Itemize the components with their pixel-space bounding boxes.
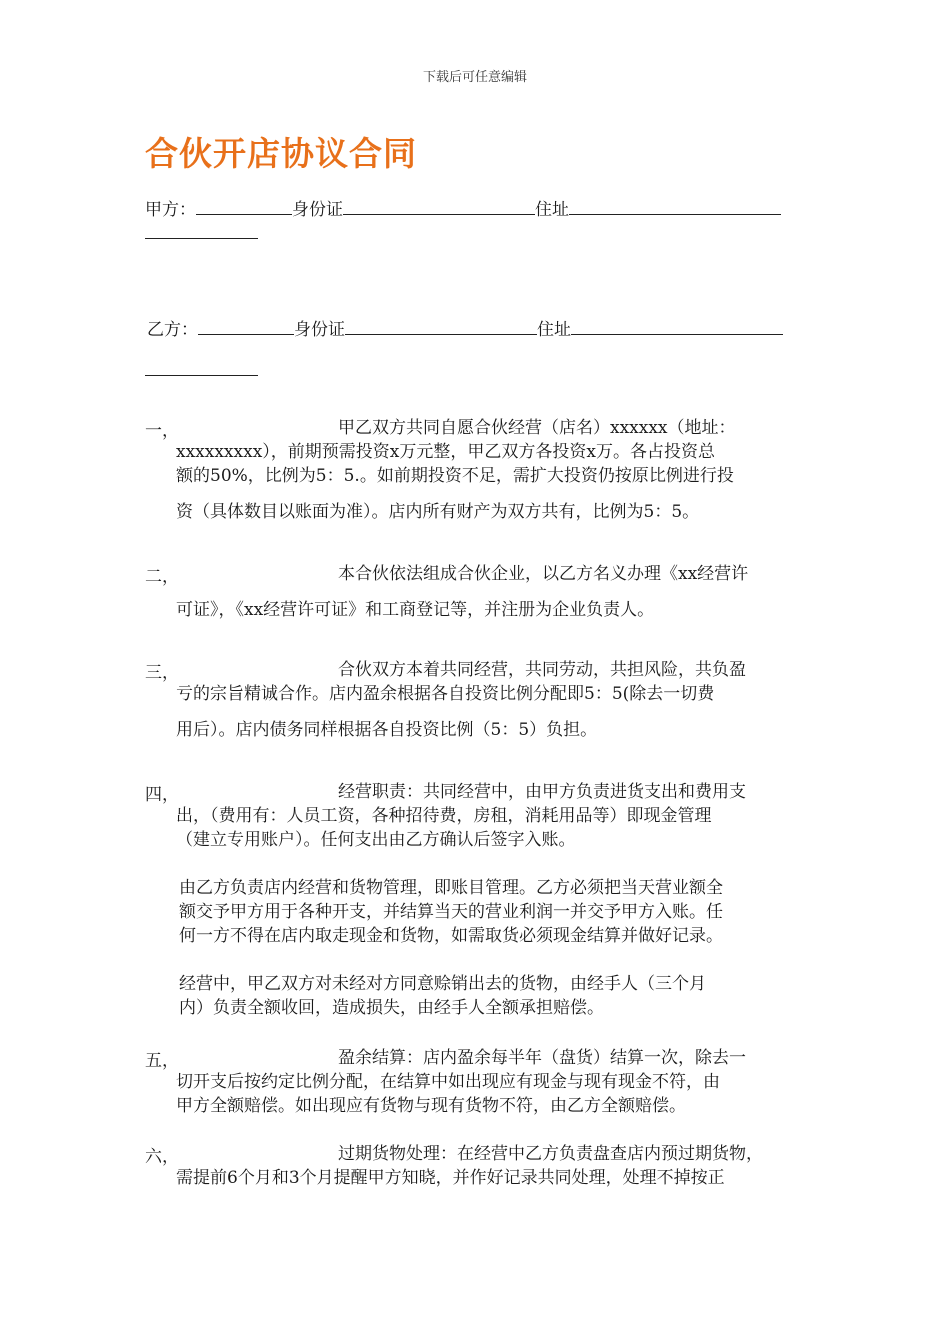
clause-5-number: 五， (145, 1051, 179, 1071)
party-b-id-blank[interactable] (345, 314, 537, 335)
clause-4-line: 出，（费用有：人员工资，各种招待费，房租，消耗用品等）即现金管理 (176, 806, 712, 826)
party-a-address-label: 住址 (535, 200, 569, 220)
clause-6-line: 过期货物处理：在经营中乙方负责盘查店内预过期货物， (338, 1144, 763, 1164)
clause-3-line: 合伙双方本着共同经营，共同劳动，共担风险，共负盈 (338, 660, 746, 680)
clause-3-line: 用后）。店内债务同样根据各自投资比例（5：5）负担。 (176, 720, 598, 740)
clause-1-line: 资（具体数目以账面为准）。店内所有财产为双方共有，比例为5：5。 (176, 502, 700, 522)
clause-6-number: 六， (145, 1147, 179, 1167)
clause-5-line: 甲方全额赔偿。如出现应有货物与现有货物不符，由乙方全额赔偿。 (176, 1096, 686, 1116)
clause-1-line: 甲乙双方共同自愿合伙经营（店名）xxxxxx（地址： (338, 418, 736, 438)
header-note: 下载后可任意编辑 (422, 70, 527, 85)
clause-5-line: 切开支后按约定比例分配，在结算中如出现应有现金与现有现金不符，由 (176, 1072, 720, 1092)
clause-3 (176, 658, 806, 742)
clause-4-number: 四， (145, 785, 179, 805)
clause-1-line: 额的50%，比例为5：5.。如前期投资不足，需扩大投资仍按原比例进行投 (176, 466, 734, 486)
clause-5-line: 盈余结算：店内盈余每半年（盘货）结算一次，除去一 (338, 1048, 746, 1068)
party-a-address-blank[interactable] (569, 194, 781, 215)
party-b-address-label: 住址 (537, 320, 571, 340)
clause-6 (176, 1142, 806, 1190)
clause-4-sub2-line: 内）负责全额收回，造成损失，由经手人全额承担赔偿。 (179, 998, 604, 1018)
clause-6-line: 需提前6个月和3个月提醒甲方知晓，并作好记录共同处理，处理不掉按正 (176, 1168, 725, 1188)
clause-5 (176, 1046, 806, 1118)
party-b-address-blank[interactable] (571, 314, 783, 335)
clause-4-paragraph-2 (179, 876, 809, 948)
clause-1-number: 一， (145, 421, 179, 441)
party-b-name-blank[interactable] (198, 314, 294, 335)
clause-2 (176, 562, 806, 622)
clause-2-line: 可证》，《xx经营许可证》和工商登记等，并注册为企业负责人。 (176, 600, 655, 620)
party-a-name-blank[interactable] (196, 194, 292, 215)
document-title: 合伙开店协议合同 (145, 134, 417, 173)
clause-2-line: 本合伙依法组成合伙企业，以乙方名义办理《xx经营许 (338, 564, 749, 584)
party-b-label: 乙方： (147, 320, 198, 340)
clause-4-sub2-line: 经营中，甲乙双方对未经对方同意赊销出去的货物，由经手人（三个月 (179, 974, 706, 994)
clause-2-number: 二， (145, 567, 179, 587)
party-a-label: 甲方： (145, 200, 196, 220)
clause-4-sub1-line: 由乙方负责店内经营和货物管理，即账目管理。乙方必须把当天营业额全 (179, 878, 723, 898)
clause-3-line: 亏的宗旨精诚合作。店内盈余根据各自投资比例分配即5：5(除去一切费 (176, 684, 715, 704)
clause-3-number: 三， (145, 663, 179, 683)
clause-4-line: 经营职责：共同经营中，由甲方负责进货支出和费用支 (338, 782, 746, 802)
clause-4 (176, 780, 806, 852)
clause-4-sub1-line: 何一方不得在店内取走现金和货物，如需取货必须现金结算并做好记录。 (179, 926, 723, 946)
party-a-id-blank[interactable] (343, 194, 535, 215)
party-a-id-label: 身份证 (292, 200, 343, 220)
clause-4-line: （建立专用账户）。任何支出由乙方确认后签字入账。 (176, 830, 576, 850)
clause-1 (176, 416, 806, 524)
clause-1-line: xxxxxxxxx），前期预需投资x万元整，甲乙双方各投资x万。各占投资总 (176, 442, 715, 462)
party-b-address-blank-continued[interactable] (145, 355, 258, 376)
party-b-id-label: 身份证 (294, 320, 345, 340)
party-b-line (147, 312, 807, 348)
party-a-address-blank-continued[interactable] (145, 218, 258, 239)
clause-4-paragraph-3 (179, 972, 809, 1020)
clause-4-sub1-line: 额交予甲方用于各种开支，并结算当天的营业利润一并交予甲方入账。任 (179, 902, 723, 922)
